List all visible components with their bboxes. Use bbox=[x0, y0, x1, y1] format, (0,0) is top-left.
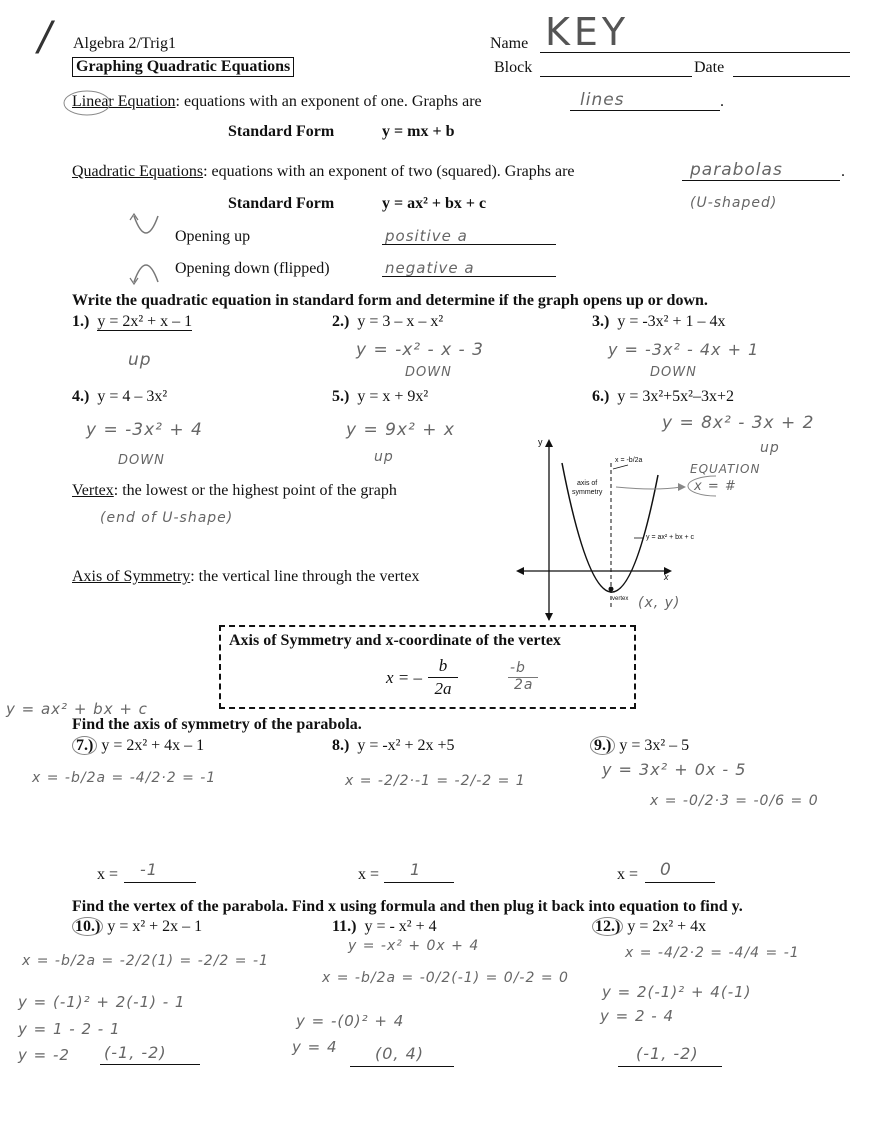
y-axis-arrow-down bbox=[545, 613, 553, 621]
problem-number: 2.) bbox=[332, 313, 350, 330]
name-label: Name bbox=[490, 35, 529, 52]
axis-definition bbox=[72, 568, 419, 586]
block-field[interactable] bbox=[540, 76, 692, 77]
answer-2: DOWN bbox=[405, 365, 452, 380]
work-3: y = -3x² - 4x + 1 bbox=[608, 340, 760, 359]
problem-equation: y = 2x² + 4x bbox=[627, 918, 707, 935]
problem-number: 8.) bbox=[332, 737, 350, 754]
quadratic-answer-line bbox=[682, 180, 840, 181]
formula-denominator: 2a bbox=[434, 679, 452, 698]
problem-5 bbox=[332, 388, 428, 406]
formula-box-title: Axis of Symmetry and x-coordinate of the vertex bbox=[229, 632, 561, 649]
problem-3 bbox=[592, 313, 726, 331]
block-label: Block bbox=[494, 59, 533, 76]
problem-equation: y = -x² + 2x +5 bbox=[357, 737, 455, 754]
diagram-x-label: x bbox=[664, 572, 669, 582]
answer-line-7 bbox=[124, 882, 196, 883]
margin-mark: / bbox=[38, 14, 53, 60]
linear-answer-line bbox=[570, 110, 720, 111]
problem-number: 3.) bbox=[592, 313, 610, 330]
work-12-line2: y = 2(-1)² + 4(-1) bbox=[602, 983, 752, 1001]
x-label-7: x = bbox=[97, 866, 119, 883]
work-10-line1: x = -b/2a = -2/2(1) = -2/2 = -1 bbox=[22, 953, 269, 969]
problem-number: 5.) bbox=[332, 388, 350, 405]
answer-6: up bbox=[760, 440, 780, 456]
answer-line-8 bbox=[384, 882, 454, 883]
date-label: Date bbox=[694, 59, 725, 76]
answer-line-10 bbox=[100, 1064, 200, 1065]
diagram-axis-label-2: symmetry bbox=[572, 489, 603, 496]
leader-line bbox=[613, 465, 628, 469]
problem-number: 10.) bbox=[72, 917, 103, 936]
formula-hw-denominator: 2a bbox=[514, 677, 534, 693]
work-8: x = -2/2·-1 = -2/-2 = 1 bbox=[345, 773, 526, 789]
work-7: x = -b/2a = -4/2·2 = -1 bbox=[32, 770, 217, 786]
opening-up-answer: positive a bbox=[385, 227, 468, 245]
answer-line-11 bbox=[350, 1066, 454, 1067]
answer-8: 1 bbox=[410, 860, 422, 879]
problem-number: 4.) bbox=[72, 388, 90, 405]
quadratic-term: Quadratic Equations bbox=[72, 163, 204, 180]
work-12-line1: x = -4/2·2 = -4/4 = -1 bbox=[625, 945, 800, 961]
x-axis-arrow-left bbox=[516, 567, 524, 575]
work-10-line4: y = -2 bbox=[18, 1046, 70, 1064]
axis-definition-text: : the vertical line through the vertex bbox=[190, 568, 420, 585]
circle-annotation bbox=[62, 88, 112, 118]
problem-11 bbox=[332, 918, 437, 936]
opening-up-sketch bbox=[126, 210, 166, 246]
answer-10: (-1, -2) bbox=[104, 1043, 167, 1062]
date-field[interactable] bbox=[733, 76, 850, 77]
vertex-term: Vertex bbox=[72, 482, 114, 499]
worksheet-title: Graphing Quadratic Equations bbox=[72, 57, 294, 77]
axis-term: Axis of Symmetry bbox=[72, 568, 191, 585]
y-axis-arrow-up bbox=[545, 439, 553, 447]
linear-term: Linear Equation bbox=[72, 93, 176, 110]
vertex-note: (end of U-shape) bbox=[100, 510, 234, 526]
course-title: Algebra 2/Trig1 bbox=[73, 35, 176, 52]
diagram-y-label: y bbox=[538, 437, 543, 447]
period: . bbox=[841, 163, 845, 180]
answer-7: -1 bbox=[140, 860, 158, 879]
problem-number: 12.) bbox=[592, 917, 623, 936]
diagram-equation-note: EQUATION bbox=[690, 462, 761, 476]
vertex-definition-text: : the lowest or the highest point of the graph bbox=[113, 482, 397, 499]
answer-11: (0, 4) bbox=[375, 1044, 425, 1063]
work-11-line3: y = -(0)² + 4 bbox=[296, 1012, 405, 1030]
work-10-line2: y = (-1)² + 2(-1) - 1 bbox=[18, 993, 186, 1011]
formula-lhs: x = – bbox=[386, 668, 423, 687]
diagram-formula: x = -b/2a bbox=[615, 457, 643, 464]
x-label-9: x = bbox=[617, 866, 639, 883]
answer-9: 0 bbox=[660, 860, 672, 880]
period: . bbox=[720, 93, 724, 110]
vertex-definition bbox=[72, 482, 397, 500]
fraction-bar bbox=[428, 677, 458, 678]
quadratic-definition-text: : equations with an exponent of two (squared). Graphs are bbox=[203, 163, 575, 180]
handwritten-arrow bbox=[616, 487, 681, 489]
margin-note: y = ax² + bx + c bbox=[6, 700, 148, 718]
problem-equation: y = -3x² + 1 – 4x bbox=[617, 313, 726, 330]
work-6: y = 8x² - 3x + 2 bbox=[662, 413, 815, 433]
work-9b: x = -0/2·3 = -0/6 = 0 bbox=[650, 793, 819, 809]
quadratic-sf-eq: y = ax² + bx + c bbox=[382, 195, 487, 212]
x-label-8: x = bbox=[358, 866, 380, 883]
work-4: y = -3x² + 4 bbox=[86, 420, 203, 440]
opening-down-label: Opening down (flipped) bbox=[175, 260, 330, 277]
answer-line-9 bbox=[645, 882, 715, 883]
work-5: y = 9x² + x bbox=[346, 420, 455, 440]
answer-5: up bbox=[374, 449, 394, 465]
problem-equation: y = 2x² + 4x – 1 bbox=[101, 737, 205, 754]
diagram-vertex-note: (x, y) bbox=[638, 595, 681, 611]
problem-4 bbox=[72, 388, 167, 406]
work-11-line2: x = -b/2a = -0/2(-1) = 0/-2 = 0 bbox=[322, 970, 569, 986]
handwritten-arrowhead bbox=[678, 483, 686, 491]
answer-12: (-1, -2) bbox=[636, 1044, 699, 1063]
section3-instruction: Find the vertex of the parabola. Find x using formula and then plug it back into equation to find y. bbox=[72, 898, 743, 915]
diagram-x-note: x = # bbox=[694, 479, 737, 494]
vertex-point bbox=[609, 587, 614, 592]
problem-equation: y = 3x²+5x²–3x+2 bbox=[617, 388, 734, 405]
linear-definition bbox=[72, 93, 482, 111]
problem-number: 6.) bbox=[592, 388, 610, 405]
problem-6 bbox=[592, 388, 734, 406]
problem-equation: y = 3 – x – x² bbox=[357, 313, 444, 330]
problem-2 bbox=[332, 313, 443, 331]
opening-down-sketch bbox=[126, 252, 166, 286]
problem-number: 11.) bbox=[332, 918, 357, 935]
problem-equation: y = 2x² + x – 1 bbox=[97, 313, 193, 330]
section2-instruction: Find the axis of symmetry of the parabola. bbox=[72, 716, 362, 733]
answer-3: DOWN bbox=[650, 365, 697, 380]
problem-1 bbox=[72, 313, 192, 331]
work-2: y = -x² - x - 3 bbox=[356, 340, 484, 360]
quadratic-answer: parabolas bbox=[690, 160, 783, 180]
problem-equation: y = x² + 2x – 1 bbox=[107, 918, 203, 935]
section1-instruction: Write the quadratic equation in standard form and determine if the graph opens up or down. bbox=[72, 292, 708, 309]
work-12-line3: y = 2 - 4 bbox=[600, 1007, 675, 1025]
problem-number: 9.) bbox=[590, 736, 615, 755]
diagram-vertex-label: vertex bbox=[612, 596, 629, 602]
work-10-line3: y = 1 - 2 - 1 bbox=[18, 1020, 121, 1038]
problem-equation: y = - x² + 4 bbox=[364, 918, 437, 935]
linear-sf-label: Standard Form bbox=[228, 123, 335, 140]
problem-8 bbox=[332, 737, 455, 755]
answer-line-12 bbox=[618, 1066, 722, 1067]
work-11-line4: y = 4 bbox=[292, 1038, 338, 1056]
diagram-curve-label: y = ax² + bx + c bbox=[646, 534, 695, 541]
name-answer: KEY bbox=[545, 10, 630, 54]
problem-number: 1.) bbox=[72, 313, 90, 330]
formula-numerator: b bbox=[438, 656, 448, 675]
work-9a: y = 3x² + 0x - 5 bbox=[602, 760, 747, 779]
opening-down-answer: negative a bbox=[385, 259, 475, 277]
quadratic-definition bbox=[72, 163, 575, 181]
diagram-axis-label-1: axis of bbox=[577, 480, 598, 487]
quadratic-answer-note: (U-shaped) bbox=[690, 195, 778, 211]
problem-7 bbox=[72, 737, 204, 755]
problem-9 bbox=[590, 737, 689, 755]
opening-up-label: Opening up bbox=[175, 228, 251, 245]
quadratic-sf-label: Standard Form bbox=[228, 195, 335, 212]
answer-1: up bbox=[128, 350, 152, 370]
answer-4: DOWN bbox=[118, 453, 165, 468]
linear-definition-text: : equations with an exponent of one. Graphs are bbox=[175, 93, 482, 110]
linear-answer: lines bbox=[580, 90, 625, 110]
problem-equation: y = 4 – 3x² bbox=[97, 388, 168, 405]
linear-sf-eq: y = mx + b bbox=[382, 123, 455, 140]
work-11-line1: y = -x² + 0x + 4 bbox=[348, 938, 480, 954]
problem-12 bbox=[592, 918, 706, 936]
problem-equation: y = x + 9x² bbox=[357, 388, 429, 405]
problem-10 bbox=[72, 918, 202, 936]
problem-number: 7.) bbox=[72, 736, 97, 755]
formula-hw-numerator: -b bbox=[510, 660, 526, 676]
problem-equation: y = 3x² – 5 bbox=[619, 737, 690, 754]
